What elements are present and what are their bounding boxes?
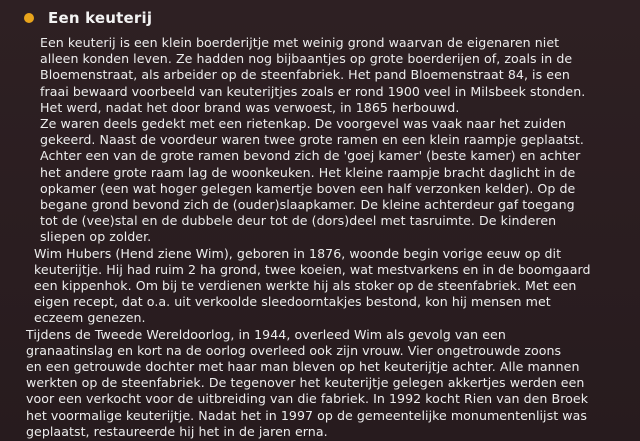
text-line: tot de (vee)stal en de dubbele deur tot de (dors)deel met tasruimte. De kinderen (40, 213, 557, 229)
sign-header (24, 6, 152, 30)
text-line: Een keuterij is een klein boerderijtje met weinig grond waarvan de eigenaren niet (40, 35, 560, 50)
text-line: Tijdens de Tweede Wereldoorlog, in 1944, overleed Wim als gevolg van een (26, 326, 506, 342)
text-line: gekeerd. Naast de voordeur waren twee grote ramen en een klein raampje geplaatst. (40, 132, 584, 148)
text-line: Het werd, nadat het door brand was verwoest, in 1865 herbouwd. (40, 99, 460, 115)
text-line: het andere grote raam lag de woonkeuken. Het kleine raampje bracht daglicht in de (40, 164, 576, 180)
orange-dot-icon (24, 13, 34, 23)
text-line: voor een verkocht voor de uitbreiding van die fabriek. In 1992 kocht Rien van den Broek (26, 391, 589, 407)
text-line: geplaatst, restaureerde hij het in de jaren erna. (26, 423, 328, 439)
text-line: een kippenhok. Om bij te verdienen werkte hij als stoker op de steenfabriek. Met een (34, 278, 577, 294)
text-line: en een getrouwde dochter met haar man bleven op het keuterijtje achter. Alle mannen (26, 359, 580, 375)
text-line: sliepen op zolder. (40, 229, 152, 245)
text-line: werkten op de steenfabriek. De tegenover het keuterijtje gelegen akkertjes werden een (26, 375, 585, 391)
text-line: Bloemenstraat, als arbeider op de steenfabriek. Het pand Bloemenstraat 84, is een (40, 67, 570, 83)
text-line: granaatinslag en kort na de oorlog overleed ook zijn vrouw. Vier ongetrouwde zoons (26, 342, 562, 358)
text-line: alleen konden leven. Ze hadden nog bijbaantjes op grote boerderijen of, zoals in de (40, 51, 573, 67)
text-line: het voormalige keuterijtje. Nadat het in 1997 op de gemeentelijke monumentenlijst was (26, 407, 587, 423)
text-line: begane grond bevond zich de (ouder)slaapkamer. De kleine achterdeur gaf toegang (40, 197, 575, 213)
text-line: eigen recept, dat o.a. uit verkoolde sleedoorntakjes bestond, kon hij mensen met (34, 294, 551, 310)
sign-title: Een keuterij (48, 9, 153, 27)
sign-body (22, 35, 637, 440)
text-line: opkamer (een wat hoger gelegen kamertje boven een half verzonken kelder). Op de (40, 180, 576, 196)
text-line: Achter een van de grote ramen bevond zich de 'goej kamer' (beste kamer) en achter (40, 148, 581, 164)
text-line: Wim Hubers (Hend ziene Wim), geboren in 1876, woonde begin vorige eeuw op dit (34, 245, 562, 261)
text-line: keuterijtje. Hij had ruim 2 ha grond, twee koeien, wat mestvarkens en in de boomgaard (34, 261, 591, 277)
text-line: fraai bewaard voorbeeld van keuterijtjes zoals er rond 1900 veel in Milsbeek stonden. (40, 83, 586, 99)
text-line: Ze waren deels gedekt met een rietenkap. De voorgevel was vaak naar het zuiden (40, 116, 567, 132)
text-line: eczeem genezen. (34, 310, 146, 326)
